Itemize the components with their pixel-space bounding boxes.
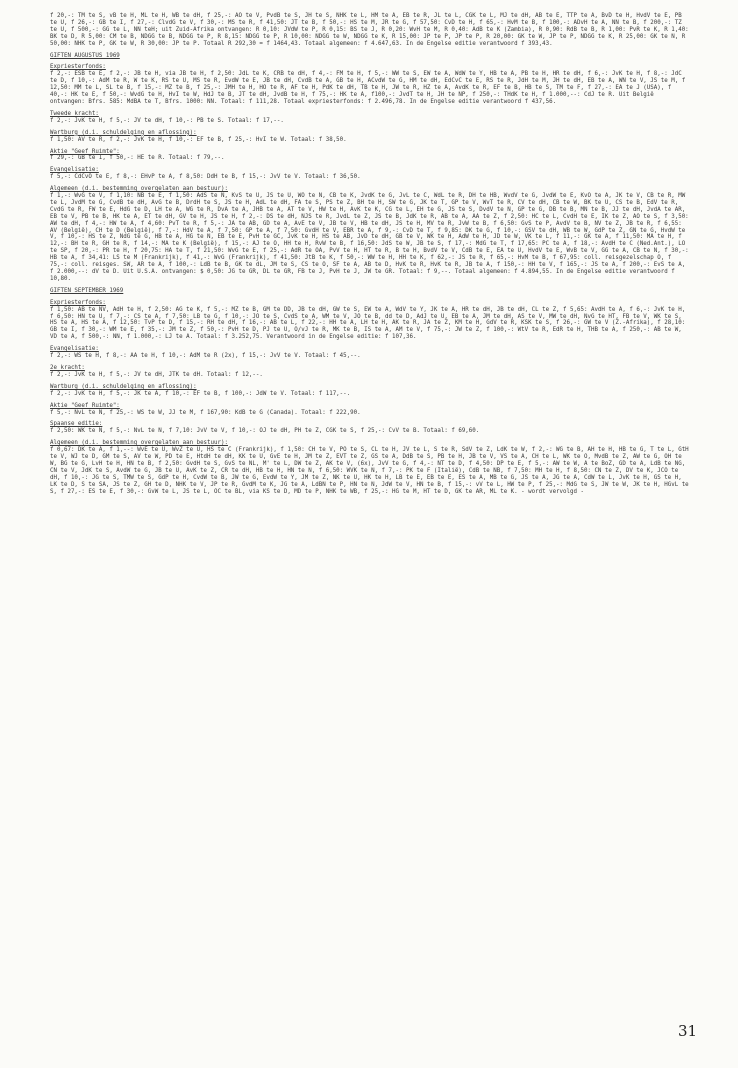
donations-text-column: [50, 13, 690, 495]
section-heading: Algemeen (d.i. bestemming overgelaten aan bestuur):: [50, 440, 228, 447]
donation-paragraph: f 0,67: DK te A, f 1,--: WvE te U, WvZ te U, HS te C (Frankrijk), f 1,50: CH te V, PO te S, CL te H, JV te L, S te R, SdV te Z, LdK te W, f 2,-: WG te B, AH te H, HB te G, T te L, GtH te V, WJ te D, GM te S, AV te W, PD te E, HtdH te dH, KK te U, GvE te H, JM te Z, EVT te Z, GS te A, DdB te S, PB te H, JB te V, VS te A, CH te L, WK te O, MvdB te Z, AW te G, OH te W, BG te G, LvH te H, HN te B, f 2,50: GvdH te S, GvS te NL, M' te L, DW te Z, AK te V, (6x), JvV te G, f 4,-: NT te D, f 4,50: DP te E, f 5,-: AW te W, A te BoZ, GD te A, LdB te NG, CN te V, JdK te S, AvdW te G, JB te U, AvK te Z, CR te dH, HB te H, HN te N, f 6,50: WVK te N, f 7,-: PK te F (Italië), CdB te NB, f 7,50: MH te H, f 8,50: CN te Z, DV te K, JCO te dH, f 10,-: JG te S, TMW te S, GdP te H, CvdW te B, JW te G, EvdW te Y, JM te Z, NK te U, HK te H, LB te E, EB te E, ES te A, MB te G, JS te A, JG te A, CdW te L, JvK te H, GS te H, LK te D, S te SA, JS te Z, GH te D, NHK te V, JP te R, GvdM te K, JG te A, LdBN te P, HN te N, JdW te V, HN te B, f 15,-: vV te L, HW te P, f 25,-: MdG te S, JW te W, JK te H, HGvL te S, f 27,-: ES te E, f 30,-: GvW te L, JS te L, OC te BL, via KS te D, MD te P, NHK te WB, f 25,-: HG te M, HT te D, GK te AR, ML te K. - wordt vervolgd -: [50, 447, 689, 495]
donation-paragraph: f 29,-: GB te I, f 50,-: HE te R. Totaal: f 79,--.: [50, 155, 225, 162]
page-number: 31: [678, 1022, 698, 1040]
donation-paragraph: f 2,-: JvK te H, f 5,-: JV te dH, f 10,-: PB te S. Totaal: f 17,--.: [50, 117, 284, 124]
section-heading: Aktie "Geef Ruimte":: [50, 148, 120, 155]
section-heading: GIFTEN SEPTEMBER 1969: [50, 287, 124, 294]
donation-paragraph: f 5,-: NvL te N, f 25,-: WS te W, JJ te M, f 167,90: KdB te G (Canada). Totaal: f 222,90.: [50, 409, 361, 416]
section-heading: 2e kracht:: [50, 364, 85, 371]
section-heading: Expriesterfonds:: [50, 299, 106, 306]
donation-paragraph: f 1,50: AV te R, f 2,-: JvK te H, f 10,-: EF te B, f 25,-: HvI te W. Totaal: f 38,50.: [50, 136, 347, 143]
donation-paragraph: f 2,-: ESB te E, f 2,-: JB te H, via JB te H, f 2,50: JdL te K, CRB te dH, f 4,-: FM te H, f 5,-: WW te S, EW te A, WdW te Y, HB te A, PB te H, HR te dH, f 6,-: JvK te H, f 8,-: JdC te D, f 10,-: AdM te R, W te K, RS te U, MS te R, EvdW te E, JB te dH, CvdB te A, GB te H, ACvdW te G, HM te dH, EdCvC te E, RS te R, JdH te M, JH te dH, EB te A, WN te V, JS te M, f 12,50: MM te L, SL te B, f 15,-: MZ te B, f 25,-: JMH te H, HO te R, AF te H, PdK te dH, TB te H, JW te R, HZ te A, AvdK te R, EF te B, HB te S, TM te F, f 27,-: EA te J (USA), f 40,-: HK te E, f 50,-: WvdG te H, HvI te W, HdJ te B, JT te dH, JvdB te H, f 75,-: HK te A, f100,-: JvdT te H, JH te NP, f 250,-: THdK te H, f 1.000,--: CdJ te R. Uit België ontvangen: Bfrs. 585: MdBA te T, Bfrs. 1000: NN. Totaal: f 111,28. Totaal expriesterfonds: f 2.496,78. In de Engelse editie verantwoord f 437,56.: [50, 71, 686, 105]
section-heading: Spaanse editie:: [50, 421, 103, 428]
donation-paragraph: f 2,-: JvK te H, f 5,-: JK te A, f 10,-: EF te B, f 100,-: JdW te V. Totaal: f 117,--.: [50, 390, 351, 397]
section-heading: Evangelisatie:: [50, 346, 99, 353]
section-heading: Wartburg (d.i. schuldelging en aflossing):: [50, 383, 197, 390]
section-heading: Tweede kracht:: [50, 110, 99, 117]
section-heading: Expriesterfonds:: [50, 64, 106, 71]
donation-paragraph: f 20,-: TM te S, vB te H, ML te H, WB te dH, f 25,-: AO te V, PvdB te S, JH te S, NHK te L, HM te A, EB te R, JL te L, CGK te L, MJ te dH, AB te E, TTP te A, BvD te H, HvdV te E, PB te U, f 26,-: GB te I, f 27,-: ClvdG te V, f 30,-: MS te R, f 41,50: JT te B, f 50,-: HS te M, JR te G, f 57,50: CvD te H, f 65,-: HvM te B, f 100,-: ADvH te A, NN te B, f 200,-: TZ te U, f 500,-: GG te L, NN teH; uit Zuid-Afrika ontvangen: R 0,10: JVdW te P, R 0,15: BS te J, R 0,20: WvH te M, R 0,40: AdB te K (Zambia), R 0,90: RdB te B, R 1,00: PvR te K, R 1,40: BK te D, R 5,00: CM te B, NDGG te B, NDGG te P, R 8,15: NDGG te P, R 10,00: NDGG te W, NDGG te K, R 15,00: JP te P, JP te P, R 20,00: GK te W, JP te P, NDGG te K, R 25,00: GK te N, R 50,00: NHK te P, GK te W, R 30,00: JP te P. Totaal R 292,30 = f 1464,43. Totaal algemeen: f 4.647,63. In de Engelse editie verantwoord f 393,43.: [50, 13, 689, 47]
section-heading: Evangelisatie:: [50, 167, 99, 174]
donation-paragraph: f 1,-: WvG te V, f 1,10: NB te E, f 1,50: AdS te N, KvS te U, JS te U, WO te N, CB te K, JvdK te G, JvL te C, WdL te R, DH te HB, WvdV te G, JvdW te E, KvO te A, JK te V, CB te R, MW te L, JvdM te G, CvdB te dH, AvG te B, DrdH te S, JS te H, AdL te dH, FA te S, PS te Z, BH te H, SW te G, JK te T, GP te V, WvT te R, CV te dH, CB te W, BK te U, CS te B, EdV te R, CvdG te R, FW te E, HdG te D, LH te A, WG te R, DvA te A, JHB te A, AT te V, HW te H, AvK te K, CG te L, EH te G, JS te S, DvdV te N, GP te G, DB te B, MN te B, JJ te dH, JvdA te AR, EB te V, PB te B, HK te A, ET te dH, GV te H, JS te H, f 2,-: DS te dH, NJS te R, JvdL te Z, JS te B, JdK te R, AB te A, AA te Z, f 2,50: HC te L, CvdH te E, IK te Z, AO te S, f 3,50: AW te dH, f 4,-: HW te A, f 4,60: PvT te R, f 5,-: JA te AB, GD te A, AvE te V, JB te V, HB te dH, JS te H, MV te R, JvW te B, f 6,50: GvS te P, AvdV te B, NV te Z, JB te R, f 6,55: AV (België), CH te D (België), f 7,-: HdV te A, f 7,50: GP te A, f 7,50: GvdH te V, EBR te A, f 9,-: CvD te T, f 9,85: DK te G, f 10,-: GSV te dH, WB te W, GdP te Z, GN te G, HvdW te V, f 10,-: HS te Z, NdG te G, HB te A, HG te N, EB te E, PvH te GC, JvK te H, HS te AB, JvD te dH, GB te V, WK te H, AdW te H, JD te W, VK te L, f 11,-: GK te A, f 11,50: MA te H, f 12,-: BH te R, GH te R, f 14,-: MA te K (België), f 15,-: AJ te O, HH te H, RvW te B, f 16,50: JdS te W, JB te S, f 17,-: MdG te T, f 17,65: PC te A, f 18,-: AvdH te C (Ned.Ant.), LO te SP, f 20,-: PR te H, f 20,75: HA te T, f 21,50: WvG te E, f 25,-: AdR te OA, PvV te H, HT te R, B te H, BvdV te V, CdB te E, EA te U, HvdV te E, WvB te V, GG te A, CB te N, f 30,-: HB te A, f 34,41: LS te M (Frankrijk), f 41,-: WvG (Frankrijk), f 41,50: JtB te K, f 50,-: WW te H, HH te K, f 62,-: JS te R, f 65,-: HvM te B, f 67,95: coll. reisgezelschap O, f 75,-: coll. reisges. SW, AR te A, f 100,-: LdB te B, GK te dL, JM te S, CS te O, SF te A, AB te D, HvK te R, HvK te R, JB te A, f 150,-: HH te V, f 165,-: JS te A, f 200,-: EvS te A, f 2.000,--: dV te D. Uit U.S.A. ontvangen: $ 0,50: JG te GR, DL te GR, FB te J, PvH te J, JW te GR. Totaal: f 9,--. Totaal algemeen: f 4.894,55. In de Engelse editie verantwoord f 10,80.: [50, 193, 689, 282]
donation-paragraph: f 2,-: WS te H, f 8,-: AA te H, f 10,-: AdM te R (2x), f 15,-: JvV te V. Totaal: f 45,--.: [50, 353, 361, 360]
donation-paragraph: f 1,50: AB te NV, AdH te H, f 2,50: AG te K, f 5,-: MZ te B, GM te DD, JB te dH, GW te S, EW te A, WdV te Y, JK te A, HR te dH, JB te dH, CL te Z, f 5,65: AvdH te A, f 6,-: JvK te H, f 6,50: HN te U, f 7,-: CS te A, f 7,50: LB te G, f 10,-: JO te S, CvdS te A, WM te V, JO te B, dd te D, AdJ te U, EB te A, JM te dH, AS te V, MW te dH, NvG te HT, FB te V, WK te S, HS te A, HS te A, f 12,50: TvP te D, f 15,-: RH te dH, f 16,-: AB te L, f 22,-: HH te A, LH te H, AK te R, JA te Z, KM te H, GdV te R, KSK te S, f 26,-: GW te V (Z.-Afrika), f 28,10: GB te I, f 30,-: WM te E, f 35,-: JM te Z, f 50,-: PvH te D, PJ te U, O/vJ te R, MK te B, IS te A, AM te V, f 75,-: JW te Z, f 100,-: WtV te R, EdR te H, THB te A, f 250,-: AB te W, VD te A, f 500,-: NN, f 1.000,-: LJ te A. Totaal: f 3.252,75. Verantwoord in de Engelse editie: f 107,36.: [50, 306, 686, 341]
section-heading: Wartburg (d.i. schuldelging en aflossing):: [50, 129, 197, 136]
section-heading: Algemeen (d.i. bestemming overgelaten aan bestuur):: [50, 186, 228, 193]
section-heading: Aktie "Geef Ruimte":: [50, 402, 120, 409]
donation-paragraph: f 2,-: JvK te H, f 5,-: JV te dH, JTK te dH. Totaal: f 12,--.: [50, 371, 263, 378]
donation-paragraph: f 5,-: CdCvO te E, f 8,-: EHvP te A, f 8,50: DdH te B, f 15,-: JvV te V. Totaal: f 36,50.: [50, 174, 361, 181]
section-heading: GIFTEN AUGUSTUS 1969: [50, 52, 120, 59]
donation-paragraph: f 2,50: WK te N, f 5,-: NvL te N, f 7,10: JvV te V, f 10,-: OJ te dH, PH te Z, CGK te S, f 25,-: CvV te B. Totaal: f 69,60.: [50, 428, 480, 435]
